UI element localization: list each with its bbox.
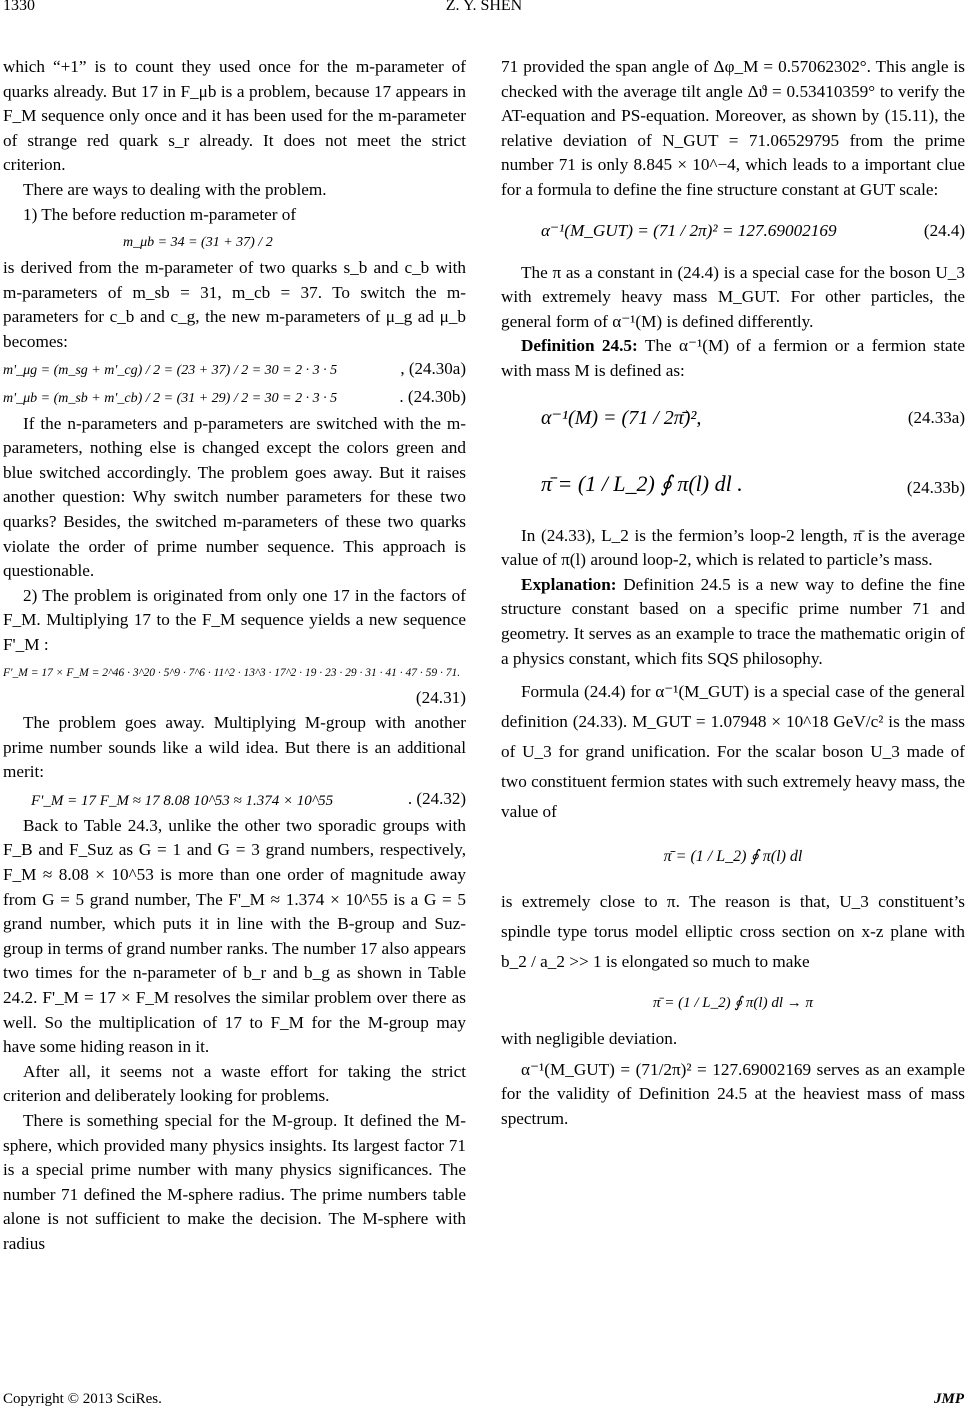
left-column [3, 55, 466, 1257]
paragraph: After all, it seems not a waste effort for taking the strict criterion and deliberately looking for problems. [3, 1061, 466, 1106]
copyright: Copyright © 2013 SciRes. [3, 1391, 162, 1407]
paragraph: is extremely close to π. The reason is that, U_3 constituent’s spindle type torus model elliptic cross section on x-z plane with b_2 / a_2 >> 1 is elongated so much to make [501, 892, 965, 972]
paragraph: Explanation: Definition 24.5 is a new way to define the fine structure constant based on a specific prime number 71 and geometry. It serves as an example to trace the mathematic origin of a physics constant, which fits SQS philosophy. [501, 574, 966, 668]
paragraph: 1) The before reduction m-parameter of [23, 204, 297, 224]
definition-label: Definition 24.5: [521, 336, 638, 356]
paragraph: If the n-parameters and p-parameters are switched with the m-parameters, nothing else is changed except the colors green and blue switched accordingly. The problem goes away. But it raises another question: Why switch number parameters for these two quarks? Besides, the switched m-parameters of these two quarks violate the order of prime number sequence. This approach is questionable. [3, 413, 466, 581]
equation-24-33b: π̄ = (1 / L_2) ∮ π(l) dl . (24.33b) [541, 470, 965, 497]
explanation-label: Explanation: [521, 574, 617, 594]
equation-24-32: F'_M = 17 F_M ≈ 17 8.08 10^53 ≈ 1.374 × 10^55 . (24.32) [31, 788, 466, 809]
paragraph: Formula (24.4) for α⁻¹(M_GUT) is a special case of the general definition (24.33). M_GUT = 1.07948 × 10^18 GeV/c² is the mass of U_3 for grand unification. For the scalar boson U_3 made of two constituent fermion states with such extremely heavy mass, the value of [501, 682, 965, 822]
equation-limit: π̄ = (1 / L_2) ∮ π(l) dl → π [652, 995, 814, 1012]
paragraph: There are ways to dealing with the problem. [23, 179, 327, 199]
paragraph: The π as a constant in (24.4) is a special case for the boson U_3 with extremely heavy mass M_GUT. For other particles, the general form of α⁻¹(M) is defined differently. [501, 262, 965, 331]
equation-pibar: π̄ = (1 / L_2) ∮ π(l) dl [663, 848, 803, 866]
equation-24-30a: m'_μg = (m_sg + m'_cg) / 2 = (23 + 37) / 2 = 30 = 2 · 3 · 5 , (24.30a) [3, 358, 466, 378]
paragraph: 2) The problem is originated from only one 17 in the factors of F_M. Multiplying 17 to the F_M sequence yields a new sequence F'_M : [3, 585, 466, 654]
running-title: Z. Y. SHEN [445, 0, 523, 14]
equation-24-4: α⁻¹(M_GUT) = (71 / 2π)² = 127.69002169 (24.4) [541, 220, 965, 240]
page-number: 1330 [3, 0, 35, 14]
paragraph: is derived from the m-parameter of two quarks s_b and c_b with m-parameters of m_sb = 31, m_cb = 37. To switch the m-parameters for c_b and c_g, the new m-parameters of μ_g ad μ_b becomes: [3, 258, 466, 351]
equation-24-31: F'_M = 17 × F_M = 2^46 · 3^20 · 5^9 · 7^6 · 11^2 · 13^3 · 17^2 · 19 · 23 · 29 · 31 · 41 · 47 · 59 · 71. [3, 667, 461, 680]
paragraph: α⁻¹(M_GUT) = (71/2π)² = 127.69002169 serves as an example for the validity of Definition 24.5 at the heaviest mass of mass spectrum. [501, 1059, 965, 1128]
equation-24-33a: α⁻¹(M) = (71 / 2π̄)², (24.33a) [541, 406, 965, 429]
right-column [501, 55, 965, 1131]
paragraph: The problem goes away. Multiplying M-group with another prime number sounds like a wild idea. But there is an additional merit: [3, 713, 466, 782]
paragraph: Definition 24.5: The α⁻¹(M) of a fermion or a fermion state with mass M is defined as: [501, 336, 966, 380]
paragraph: 71 provided the span angle of Δφ_M = 0.57062302°. This angle is checked with the average tilt angle Δϑ = 0.53410359° to verify the AT-equation and PS-equation. Moreover, as shown by (15.11), the relative deviation of N_GUT = 71.06529795 from the prime number 71 is only 8.845 × 10^−4, which leads to a important clue for a formula to define the fine structure constant at GUT scale: [501, 57, 965, 199]
equation-m-mub: m_μb = 34 = (31 + 37) / 2 [123, 235, 273, 251]
equation-24-30b: m'_μb = (m_sb + m'_cb) / 2 = (31 + 29) / 2 = 30 = 2 · 3 · 5 . (24.30b) [3, 386, 466, 406]
page-header [0, 0, 968, 22]
page-footer [0, 1391, 968, 1413]
paragraph: which “+1” is to count they used once for the m-parameter of quarks already. But 17 in F_μb is a problem, because 17 appears in F_M sequence only once and it has been used for the m-parameter of strange red quark s_r already. It does not meet the strict criterion. [3, 57, 466, 175]
paragraph: Back to Table 24.3, unlike the other two sporadic groups with F_B and F_Suz as G = 1 and G = 3 grand numbers, respectively, F_M ≈ 8.08 × 10^53 is more than one order of magnitude away from G = 5 grand number, The F'_M ≈ 1.374 × 10^55 is a G = 5 grand number, which puts it in line with the B-group and Suz-group in terms of grand number ranks. The number 17 also appears two times for the n-parameter of b_r and b_g as shown in Table 24.2. F'_M = 17 × F_M resolves the similar problem over there as well. So the multiplication of 17 to F_M for the M-group may have some hiding reason in it. [3, 815, 466, 1057]
journal-name: JMP [934, 1391, 964, 1407]
paragraph: with negligible deviation. [501, 1029, 678, 1049]
paragraph: In (24.33), L_2 is the fermion’s loop-2 length, π̄ is the average value of π(l) around loop-2, which is related to particle’s mass. [501, 525, 965, 570]
paragraph: There is something special for the M-group. It defined the M-sphere, which provided many physics insights. Its largest factor 71 is a special prime number with many physics significances. The number 71 defined the M-sphere radius. The prime numbers table alone is not sufficient to make the decision. The M-sphere with radius [3, 1110, 466, 1253]
equation-number: (24.31) [415, 688, 466, 708]
